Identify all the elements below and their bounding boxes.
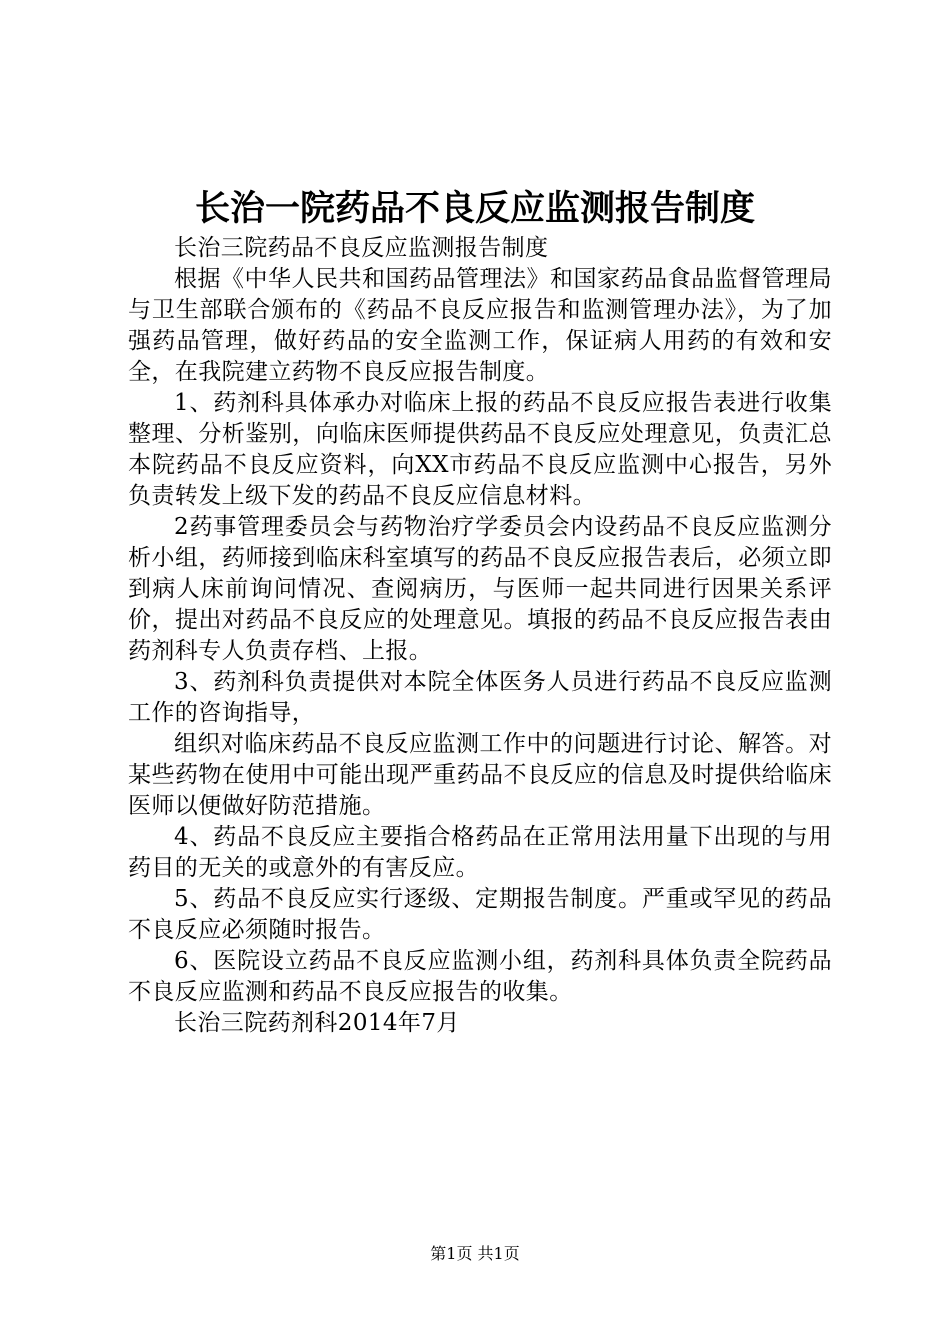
clause-1-paragraph: 1、药剂科具体承办对临床上报的药品不良反应报告表进行收集整理、分析鉴别，向临床医师提供药品不良反应处理意见，负责汇总本院药品不良反应资料，向XX市药品不良反应监测中心报告，另外负责转发上级下发的药品不良反应信息材料。 bbox=[128, 390, 832, 509]
clause-3-continued-paragraph: 组织对临床药品不良反应监测工作中的问题进行讨论、解答。对某些药物在使用中可能出现严重药品不良反应的信息及时提供给临床医师以便做好防范措施。 bbox=[128, 731, 832, 819]
page-footer: 第1页 共1页 bbox=[430, 1244, 520, 1263]
clause-6-paragraph: 6、医院设立药品不良反应监测小组，药剂科具体负责全院药品不良反应监测和药品不良反应报告的收集。 bbox=[128, 948, 832, 1005]
subtitle-paragraph: 长治三院药品不良反应监测报告制度 bbox=[174, 235, 549, 261]
intro-paragraph: 根据《中华人民共和国药品管理法》和国家药品食品监督管理局与卫生部联合颁布的《药品不良反应报告和监测管理办法》，为了加强药品管理，做好药品的安全监测工作，保证病人用药的有效和安全，在我院建立药物不良反应报告制度。 bbox=[128, 266, 832, 385]
clause-5-paragraph: 5、药品不良反应实行逐级、定期报告制度。严重或罕见的药品不良反应必须随时报告。 bbox=[128, 886, 832, 943]
clause-4-paragraph: 4、药品不良反应主要指合格药品在正常用法用量下出现的与用药目的无关的或意外的有害反应。 bbox=[128, 824, 832, 881]
document-body bbox=[128, 233, 832, 1039]
signature-paragraph: 长治三院药剂科2014年7月 bbox=[174, 1010, 460, 1036]
clause-2-paragraph: 2药事管理委员会与药物治疗学委员会内设药品不良反应监测分析小组，药师接到临床科室填写的药品不良反应报告表后，必须立即到病人床前询问情况、查阅病历，与医师一起共同进行因果关系评价，提出对药品不良反应的处理意见。填报的药品不良反应报告表由药剂科专人负责存档、上报。 bbox=[128, 514, 832, 664]
clause-3-paragraph: 3、药剂科负责提供对本院全体医务人员进行药品不良反应监测工作的咨询指导， bbox=[128, 669, 832, 726]
document-title: 长治一院药品不良反应监测报告制度 bbox=[194, 188, 755, 229]
